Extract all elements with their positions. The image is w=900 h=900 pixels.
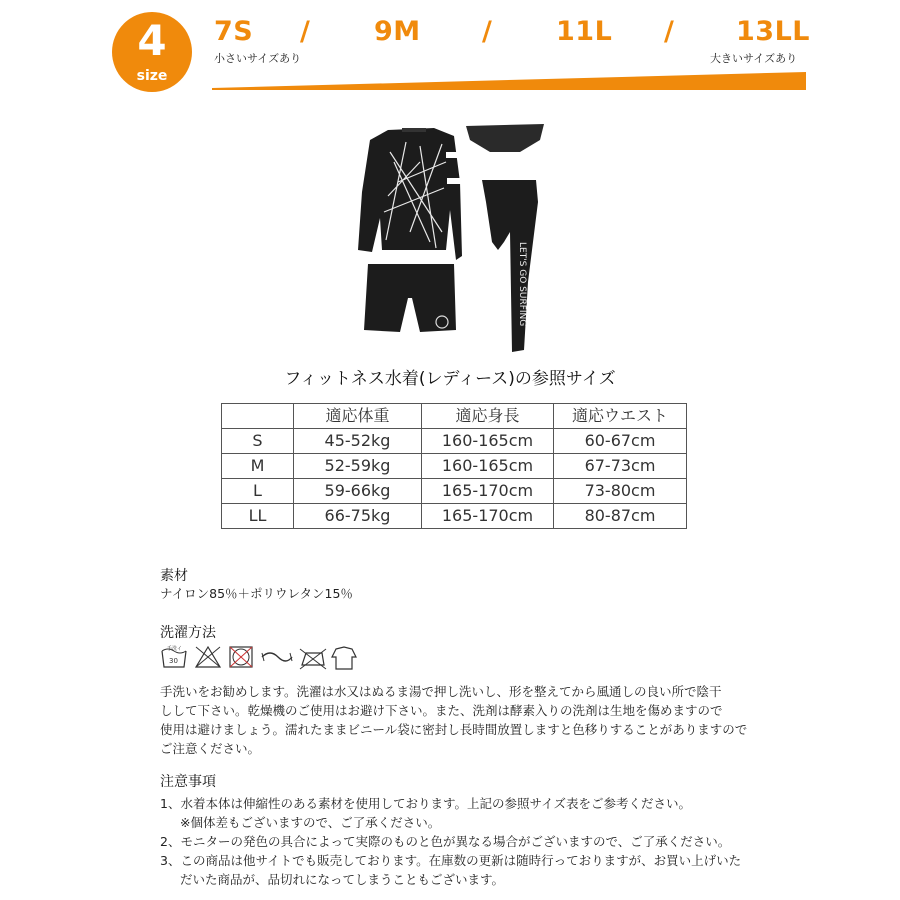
table-row bbox=[222, 479, 687, 504]
note-line: だいた商品が、品切れになってしまうこともございます。 bbox=[180, 872, 505, 887]
table-cell: S bbox=[222, 429, 294, 454]
no-bleach-icon bbox=[196, 647, 220, 667]
rash-guard-top bbox=[358, 128, 462, 260]
hand-wash-30-icon bbox=[162, 645, 186, 667]
product-swimsuit-set-image bbox=[350, 122, 570, 358]
table-header-cell: 適応ウエスト bbox=[554, 404, 687, 429]
small-size-note: 小さいサイズあり bbox=[214, 52, 302, 65]
table-cell: 59-66kg bbox=[294, 479, 422, 504]
table-cell: 165-170cm bbox=[422, 504, 554, 529]
hand-wash-temp: 30 bbox=[169, 657, 178, 665]
size-count-badge bbox=[112, 12, 192, 92]
wring-icon bbox=[262, 653, 292, 661]
table-cell: 80-87cm bbox=[554, 504, 687, 529]
material-text: ナイロン85％＋ポリウレタン15％ bbox=[160, 586, 353, 601]
table-cell: L bbox=[222, 479, 294, 504]
table-cell: 160-165cm bbox=[422, 454, 554, 479]
table-row bbox=[222, 504, 687, 529]
leggings-print-text: LET'S GO SURFING bbox=[517, 242, 527, 327]
leggings bbox=[482, 180, 538, 352]
note-line: 1、水着本体は伸縮性のある素材を使用しております。上記の参照サイズ表をご参考ください。 bbox=[160, 796, 691, 811]
size-separator: / bbox=[664, 16, 675, 47]
table-cell: 45-52kg bbox=[294, 429, 422, 454]
large-size-note: 大きいサイズあり bbox=[710, 52, 798, 65]
size-7s: 7S bbox=[214, 16, 254, 47]
swim-shorts bbox=[364, 264, 456, 332]
table-header-cell bbox=[222, 404, 294, 429]
table-cell: 67-73cm bbox=[554, 454, 687, 479]
size-11l: 11L bbox=[556, 16, 613, 47]
table-header-row bbox=[222, 404, 687, 429]
table-row bbox=[222, 454, 687, 479]
no-tumble-dry-icon bbox=[230, 647, 252, 667]
material-heading: 素材 bbox=[160, 568, 188, 584]
size-13ll: 13LL bbox=[736, 16, 810, 47]
size-9m: 9M bbox=[374, 16, 421, 47]
notes-heading: 注意事項 bbox=[160, 774, 216, 790]
table-cell: 73-80cm bbox=[554, 479, 687, 504]
washing-heading: 洗濯方法 bbox=[160, 625, 216, 641]
note-line: ※個体差もございますので、ご了承ください。 bbox=[180, 815, 441, 830]
table-cell: M bbox=[222, 454, 294, 479]
hand-wash-label: 手洗イ bbox=[167, 646, 183, 652]
washing-line: 使用は避けましょう。濡れたままビニール袋に密封し長時間放置しますと色移りすることがありますので bbox=[160, 722, 748, 737]
table-cell: 60-67cm bbox=[554, 429, 687, 454]
notes-list bbox=[160, 794, 780, 889]
note-line: 3、この商品は他サイトでも販売しております。在庫数の更新は随時行っておりますが、お買い上げいた bbox=[160, 853, 742, 868]
washing-instructions bbox=[160, 682, 747, 758]
note-line: 2、モニターの発色の具合によって実際のものと色が異なる場合がございますので、ご了承ください。 bbox=[160, 834, 731, 849]
table-cell: 66-75kg bbox=[294, 504, 422, 529]
header-accent-bar bbox=[212, 72, 806, 90]
table-cell: LL bbox=[222, 504, 294, 529]
table-header-cell: 適応身長 bbox=[422, 404, 554, 429]
badge-number: 4 bbox=[137, 16, 167, 65]
table-row bbox=[222, 429, 687, 454]
table-cell: 165-170cm bbox=[422, 479, 554, 504]
table-cell: 160-165cm bbox=[422, 429, 554, 454]
bikini-briefs bbox=[466, 124, 544, 152]
care-icons-row bbox=[160, 643, 360, 671]
washing-line: ご注意ください。 bbox=[160, 741, 261, 756]
size-separator: / bbox=[300, 16, 311, 47]
size-separator: / bbox=[482, 16, 493, 47]
washing-line: しして下さい。乾燥機のご使用はお避け下さい。また、洗剤は酵素入りの洗剤は生地を傷めますので bbox=[160, 703, 723, 718]
hang-dry-icon bbox=[332, 647, 356, 669]
washing-line: 手洗いをお勧めします。洗濯は水又はぬるま湯で押し洗いし、形を整えてから風通しの良い所で陰干 bbox=[160, 684, 722, 699]
no-iron-icon bbox=[300, 649, 326, 669]
table-header-cell: 適応体重 bbox=[294, 404, 422, 429]
size-table bbox=[221, 403, 687, 529]
badge-sub-label: size bbox=[136, 68, 168, 84]
size-table-title: フィットネス水着(レディース)の参照サイズ bbox=[284, 369, 616, 389]
table-cell: 52-59kg bbox=[294, 454, 422, 479]
